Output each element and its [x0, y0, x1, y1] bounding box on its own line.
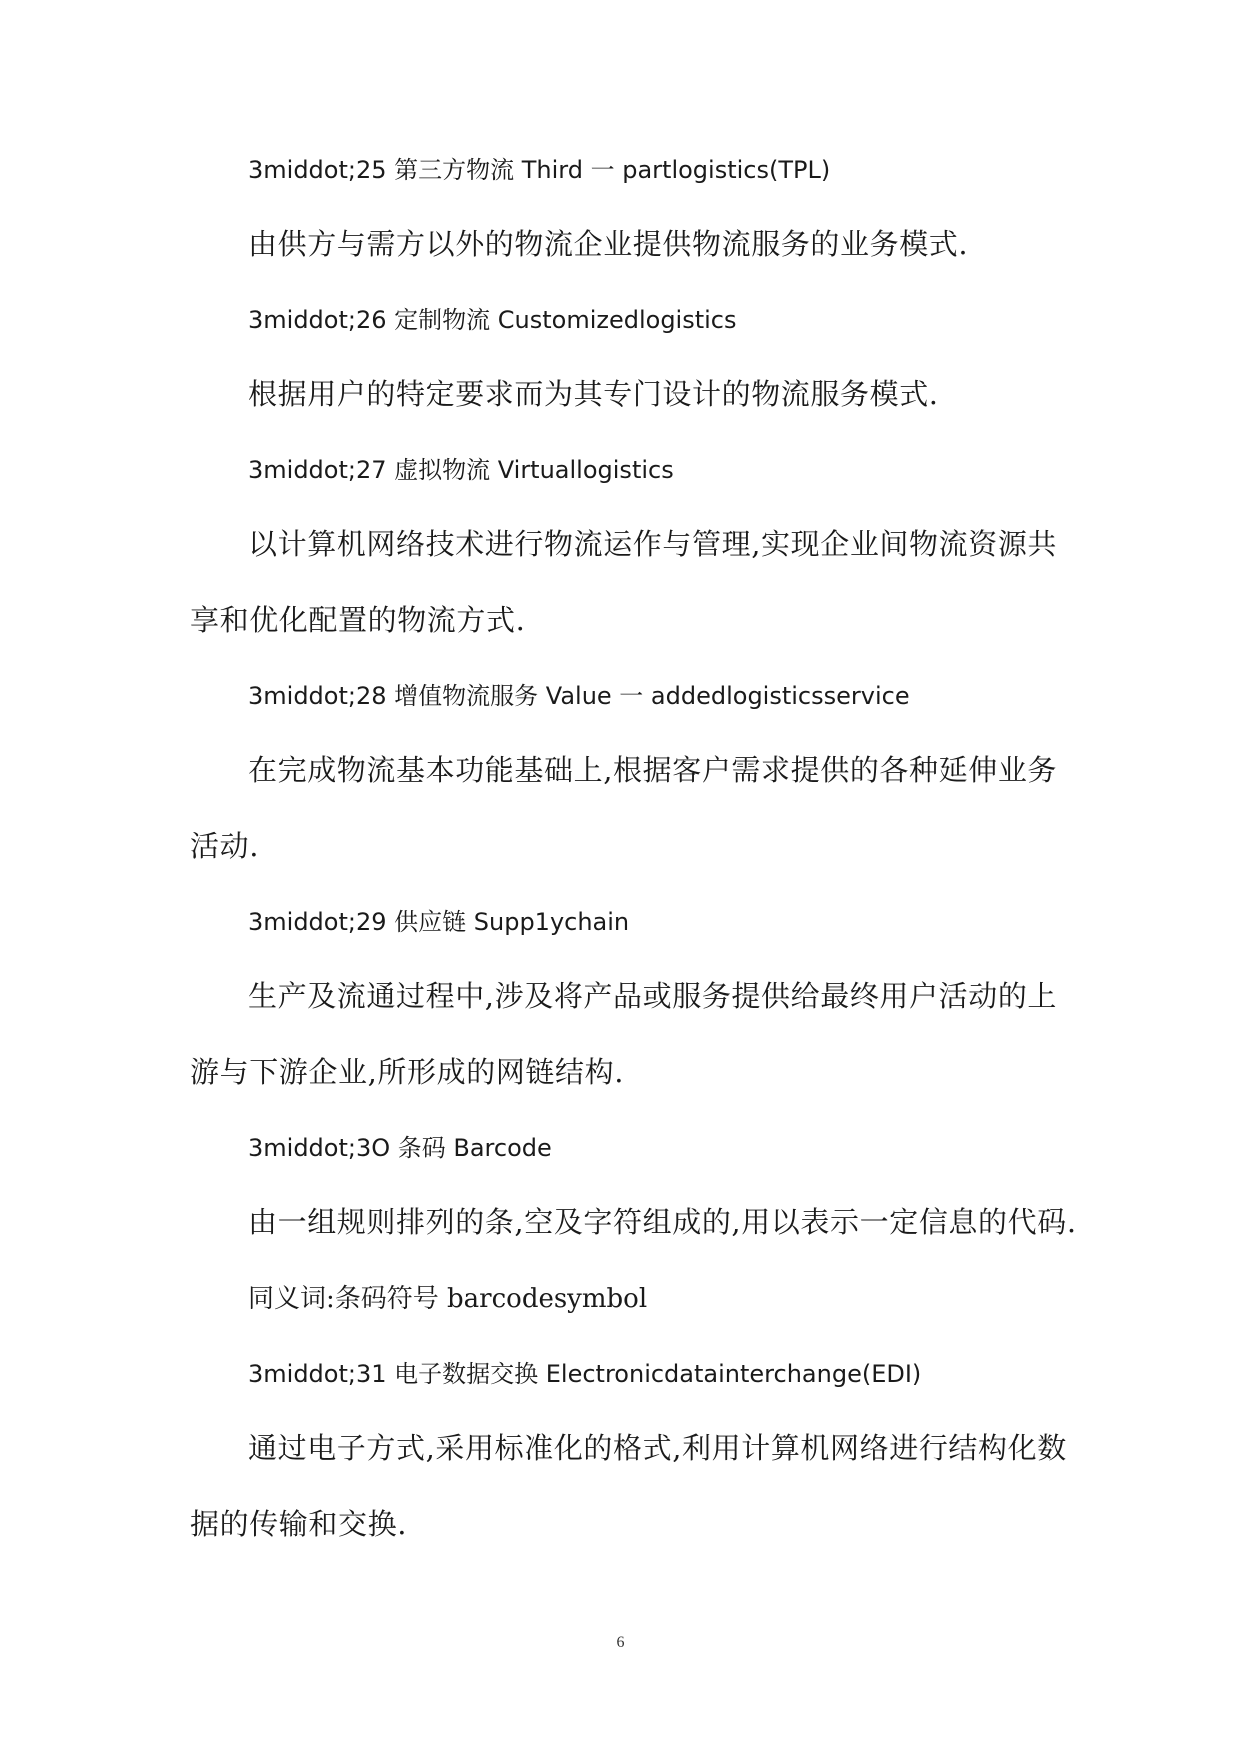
term-definition-3-29-line-1: 生产及流通过程中,涉及将产品或服务提供给最终用户活动的上 [248, 979, 1058, 1013]
term-definition-3-27-line-2: 享和优化配置的物流方式. [190, 603, 526, 637]
term-definition-3-28-line-1: 在完成物流基本功能基础上,根据客户需求提供的各种延伸业务 [248, 753, 1058, 787]
term-heading-3-29: 3middot;29 供应链 Supp1ychain [248, 908, 630, 936]
term-heading-3-31: 3middot;31 电子数据交换 Electronicdatainterchange(EDI) [248, 1360, 922, 1388]
term-definition-3-25-line-1: 由供方与需方以外的物流企业提供物流服务的业务模式. [248, 227, 969, 261]
term-heading-3-25: 3middot;25 第三方物流 Third 一 partlogistics(TPL) [248, 156, 831, 184]
term-definition-3-30-line-1: 由一组规则排列的条,空及字符组成的,用以表示一定信息的代码. [248, 1205, 1077, 1239]
term-heading-3-26: 3middot;26 定制物流 Customizedlogistics [248, 306, 737, 334]
page-number: 6 [616, 1634, 625, 1651]
term-definition-3-28-line-2: 活动. [190, 829, 260, 863]
term-definition-3-27-line-1: 以计算机网络技术进行物流运作与管理,实现企业间物流资源共 [248, 527, 1058, 561]
term-definition-3-31-line-2: 据的传输和交换. [190, 1507, 408, 1541]
term-definition-3-26-line-1: 根据用户的特定要求而为其专门设计的物流服务模式. [248, 377, 939, 411]
term-heading-3-28: 3middot;28 增值物流服务 Value 一 addedlogisticsservice [248, 682, 910, 710]
term-definition-3-29-line-2: 游与下游企业,所形成的网链结构. [190, 1055, 625, 1089]
term-definition-3-31-line-1: 通过电子方式,采用标准化的格式,利用计算机网络进行结构化数 [248, 1431, 1067, 1465]
term-heading-3-27: 3middot;27 虚拟物流 Virtuallogistics [248, 456, 674, 484]
term-synonym-3-30: 同义词:条码符号 barcodesymbol [248, 1284, 648, 1314]
term-heading-3-30: 3middot;3O 条码 Barcode [248, 1134, 552, 1162]
